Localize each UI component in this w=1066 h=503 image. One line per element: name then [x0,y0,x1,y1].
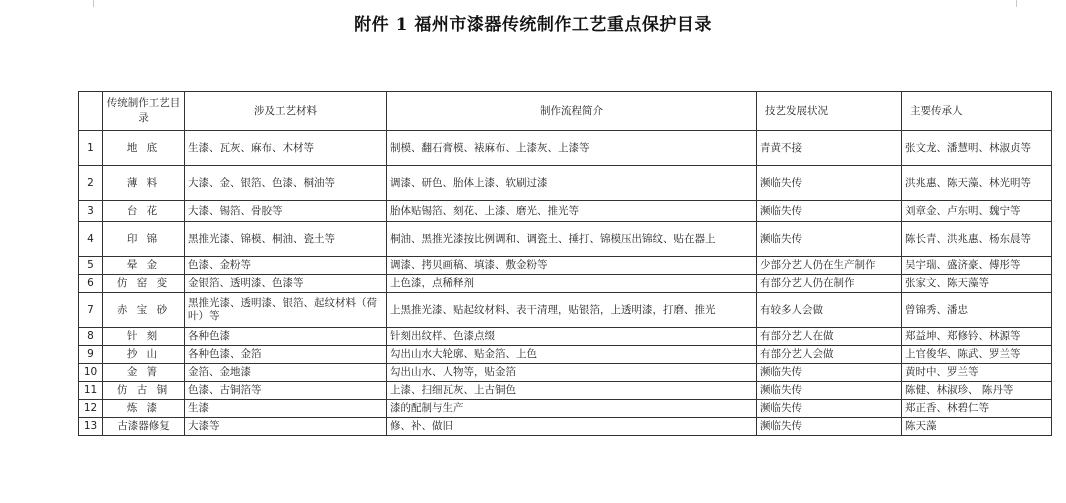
table-row [79,257,1052,275]
materials-cell: 金银箔、透明漆、色漆等 [185,275,387,293]
process-cell: 勾出山水大轮廓、贴金箔、上色 [387,346,757,364]
materials-cell: 生漆、瓦灰、麻布、木材等 [185,131,387,166]
table-row [79,275,1052,293]
process-cell: 桐油、黑推光漆按比例调和、调瓷土、捶打、锦模压出锦纹、贴在器上 [387,222,757,257]
inheritors-cell: 刘章金、卢东明、魏宁等 [902,201,1052,222]
materials-cell: 各种色漆、金箔 [185,346,387,364]
header-craft-name: 传统制作工艺目录 [103,92,185,131]
materials-cell: 色漆、古铜箔等 [185,382,387,400]
table-header-row [79,92,1052,131]
materials-cell: 黑推光漆、锦模、桐油、瓷土等 [185,222,387,257]
row-number: 10 [79,364,103,382]
craft-name: 针 刻 [103,328,185,346]
inheritors-cell: 吴宇瑞、盛济豪、傅彤等 [902,257,1052,275]
process-cell: 制模、翻石膏模、裱麻布、上漆灰、上漆等 [387,131,757,166]
header-number [79,92,103,131]
row-number: 1 [79,131,103,166]
status-cell: 濒临失传 [757,222,902,257]
materials-cell: 大漆、锡箔、骨胶等 [185,201,387,222]
process-cell: 勾出山水、人物等，贴金箔 [387,364,757,382]
inheritors-cell: 郑正香、林碧仁等 [902,400,1052,418]
status-cell: 濒临失传 [757,166,902,201]
inheritors-cell: 郑益坤、郑修钤、林源等 [902,328,1052,346]
row-number: 7 [79,293,103,328]
document-title: 附件 1 福州市漆器传统制作工艺重点保护目录 [354,15,712,35]
process-cell: 上漆、扫细瓦灰、上古铜色 [387,382,757,400]
craft-name: 古漆器修复 [103,418,185,436]
catalog-table [78,91,1052,436]
table-row [79,222,1052,257]
inheritors-cell: 洪兆惠、陈天藻、林光明等 [902,166,1052,201]
top-edge-mark [1016,0,1017,7]
craft-name: 地 底 [103,131,185,166]
process-cell: 调漆、拷贝画稿、填漆、敷金粉等 [387,257,757,275]
inheritors-cell: 曾锦秀、潘忠 [902,293,1052,328]
materials-cell: 黑推光漆、透明漆、银箔、起纹材料（荷叶）等 [185,293,387,328]
materials-cell: 生漆 [185,400,387,418]
row-number: 11 [79,382,103,400]
process-cell: 胎体贴锡箔、刻花、上漆、磨光、推光等 [387,201,757,222]
craft-name: 金 箐 [103,364,185,382]
materials-cell: 各种色漆 [185,328,387,346]
table-row [79,364,1052,382]
status-cell: 濒临失传 [757,364,902,382]
row-number: 3 [79,201,103,222]
row-number: 4 [79,222,103,257]
materials-cell: 大漆、金、银箔、色漆、桐油等 [185,166,387,201]
craft-name: 印 锦 [103,222,185,257]
craft-name: 仿 古 铜 [103,382,185,400]
header-inheritors: 主要传承人 [902,92,1052,131]
process-cell: 调漆、研色、胎体上漆、软刷过漆 [387,166,757,201]
status-cell: 有部分艺人会做 [757,346,902,364]
process-cell: 针刻出纹样、色漆点缀 [387,328,757,346]
row-number: 12 [79,400,103,418]
inheritors-cell: 黄时中、罗兰等 [902,364,1052,382]
table-row [79,346,1052,364]
inheritors-cell: 张文龙、潘慧明、林淑贞等 [902,131,1052,166]
header-materials: 涉及工艺材料 [185,92,387,131]
process-cell: 漆的配制与生产 [387,400,757,418]
table-row [79,328,1052,346]
table-row [79,418,1052,436]
craft-name: 晕 金 [103,257,185,275]
materials-cell: 金箔、金地漆 [185,364,387,382]
row-number: 5 [79,257,103,275]
row-number: 13 [79,418,103,436]
header-status: 技艺发展状况 [757,92,902,131]
craft-name: 台 花 [103,201,185,222]
process-cell: 上黑推光漆、贴起纹材料、表干清理，贴银箔，上透明漆，打磨、推光 [387,293,757,328]
inheritors-cell: 张家文、陈天藻等 [902,275,1052,293]
status-cell: 有部分艺人仍在制作 [757,275,902,293]
row-number: 6 [79,275,103,293]
row-number: 8 [79,328,103,346]
row-number: 2 [79,166,103,201]
materials-cell: 色漆、金粉等 [185,257,387,275]
inheritors-cell: 陈长青、洪兆惠、杨东晨等 [902,222,1052,257]
table-row [79,201,1052,222]
materials-cell: 大漆等 [185,418,387,436]
status-cell: 青黄不接 [757,131,902,166]
status-cell: 濒临失传 [757,418,902,436]
table-row [79,293,1052,328]
table-row [79,131,1052,166]
status-cell: 濒临失传 [757,201,902,222]
header-process: 制作流程简介 [387,92,757,131]
status-cell: 有较多人会做 [757,293,902,328]
inheritors-cell: 陈健、林淑珍、 陈丹等 [902,382,1052,400]
top-edge-mark [93,0,94,7]
craft-name: 赤 宝 砂 [103,293,185,328]
process-cell: 修、补、做旧 [387,418,757,436]
inheritors-cell: 陈天藻 [902,418,1052,436]
status-cell: 有部分艺人在做 [757,328,902,346]
status-cell: 濒临失传 [757,400,902,418]
craft-name: 薄 料 [103,166,185,201]
craft-name: 炼 漆 [103,400,185,418]
craft-name: 抄 山 [103,346,185,364]
table-row [79,166,1052,201]
row-number: 9 [79,346,103,364]
inheritors-cell: 上官俊华、陈武、罗兰等 [902,346,1052,364]
process-cell: 上色漆，点稀释剂 [387,275,757,293]
status-cell: 少部分艺人仍在生产制作 [757,257,902,275]
craft-name: 仿 窑 变 [103,275,185,293]
table-row [79,382,1052,400]
status-cell: 濒临失传 [757,382,902,400]
table-row [79,400,1052,418]
